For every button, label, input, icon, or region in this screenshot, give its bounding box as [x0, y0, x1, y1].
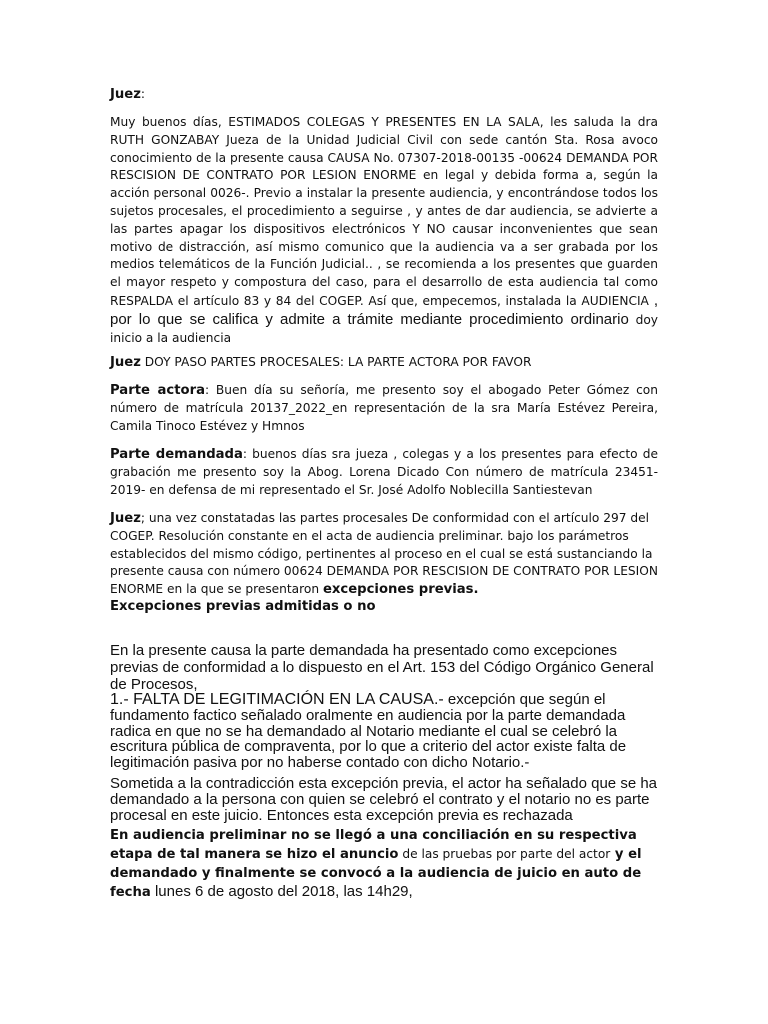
- opening-end: doy inicio a la audiencia: [110, 312, 658, 345]
- heading-colon: :: [140, 87, 146, 101]
- preliminary-text: ; una vez constatadas las partes procesales De conformidad con el artículo 297 del COGEP. Resolución constante en el acta de audiencia preliminar. bajo los parámetros establecidos del mismo código, pertinentes al proceso en el cual se está sustanciando la presente causa con número 00624 DEMANDA POR RESCISION DE CONTRATO POR LESION ENORME en la que se presentaron: [110, 511, 658, 597]
- conclusion-normal-1: de las pruebas por parte del actor: [398, 847, 611, 861]
- speaker-label: Parte actora: [110, 383, 205, 398]
- judge-preliminary-paragraph: [110, 510, 658, 599]
- plaintiff-text: : Buen día su señoría, me presento soy el abogado Peter Gómez con número de matrícula 20137_2022_en representación de la sra María Estévez Pereira, Camila Tinoco Estévez y Hmnos: [110, 383, 658, 433]
- conclusion-bold-2: y el demandado y finalmente se convocó a la audiencia de juicio en auto de fecha: [110, 847, 642, 900]
- conclusion-normal-2: lunes 6 de agosto del 2018, las 14h29,: [150, 883, 413, 900]
- exception-one-text: excepción que según el fundamento factico señalado oralmente en audiencia por la parte demandada radica en que no se ha demandado al Notario mediante el cual se celebró la escritura pública de compraventa, por lo que a criterio del actor existe falta de legitimación pasiva por no haberse contado con dicho Notario.-: [110, 691, 627, 772]
- defendant-paragraph: [110, 446, 658, 499]
- contradiction-paragraph: [110, 776, 658, 823]
- judge-parties-call: [110, 354, 658, 372]
- section-heading: [110, 598, 658, 616]
- speaker-label: Parte demandada: [110, 447, 243, 462]
- parties-call-text: DOY PASO PARTES PROCESALES: LA PARTE ACTORA POR FAVOR: [140, 355, 532, 369]
- contradiction-text: Sometida a la contradicción esta excepción previa, el actor ha señalado que se ha demandado a la persona con quien se celebró el contrato y el notario no es parte procesal en este juicio. Entonces esta excepción previa es rechazada: [110, 775, 658, 824]
- speaker-label: Juez: [110, 355, 141, 370]
- conclusion-bold-1: En audiencia preliminar no se llegó a una conciliación en su respectiva etapa de tal manera se hizo el anuncio: [110, 828, 637, 862]
- plaintiff-paragraph: [110, 382, 658, 435]
- opening-tail: , por lo que se califica y admite a trámite mediante procedimiento ordinario: [110, 291, 658, 328]
- exceptions-intro-paragraph: [110, 642, 658, 693]
- opening-text: Muy buenos días, ESTIMADOS COLEGAS Y PRESENTES EN LA SALA, les saluda la dra RUTH GONZABAY Jueza de la Unidad Judicial Civil con sede cantón Sta. Rosa avoco conocimiento de la presente causa CAUSA No. 07307-2018-00135 -00624 DEMANDA POR RESCISION DE CONTRATO POR LESION ENORME en legal y debida forma a, según la acción personal 0026-. Previo a instalar la presente audiencia, y encontrándose todos los sujetos procesales, el procedimiento a seguirse , y antes de dar audiencia, se advierte a las partes apagar los dispositivos electrónicos Y NO causar inconvenientes que sean motivo de distracción, así mismo comunico que la audiencia va a ser grabada por los medios telemáticos de la Función Judicial.. , se recomienda a los presentes que guarden el mayor respeto y compostura del caso, para el desarrollo de esta audiencia tal como RESPALDA el artículo 83 y 84 del COGEP. Así que, empecemos, instalada la AUDIENCIA: [110, 115, 658, 308]
- defendant-text: : buenos días sra jueza , colegas y a los presentes para efecto de grabación me presento soy la Abog. Lorena Dicado Con número de matrícula 23451-2019- en defensa de mi representado el Sr. José Adolfo Noblecilla Santiestevan: [110, 447, 658, 497]
- speaker-label: Juez: [110, 87, 141, 102]
- judge-opening-paragraph: [110, 114, 658, 347]
- heading-juez: [110, 86, 658, 104]
- section-heading-text: Excepciones previas admitidas o no: [110, 599, 376, 614]
- speaker-label: Juez: [110, 511, 141, 526]
- exceptions-intro-text: En la presente causa la parte demandada ha presentado como excepciones previas de conformidad a lo dispuesto en el Art. 153 del Código Orgánico General de Procesos,: [110, 642, 654, 693]
- preliminary-bold-end: excepciones previas.: [322, 582, 479, 598]
- conclusion-paragraph: [110, 826, 658, 902]
- exception-one-paragraph: [110, 692, 658, 771]
- exception-one-lead: 1.- FALTA DE LEGITIMACIÓN EN LA CAUSA.-: [110, 691, 444, 708]
